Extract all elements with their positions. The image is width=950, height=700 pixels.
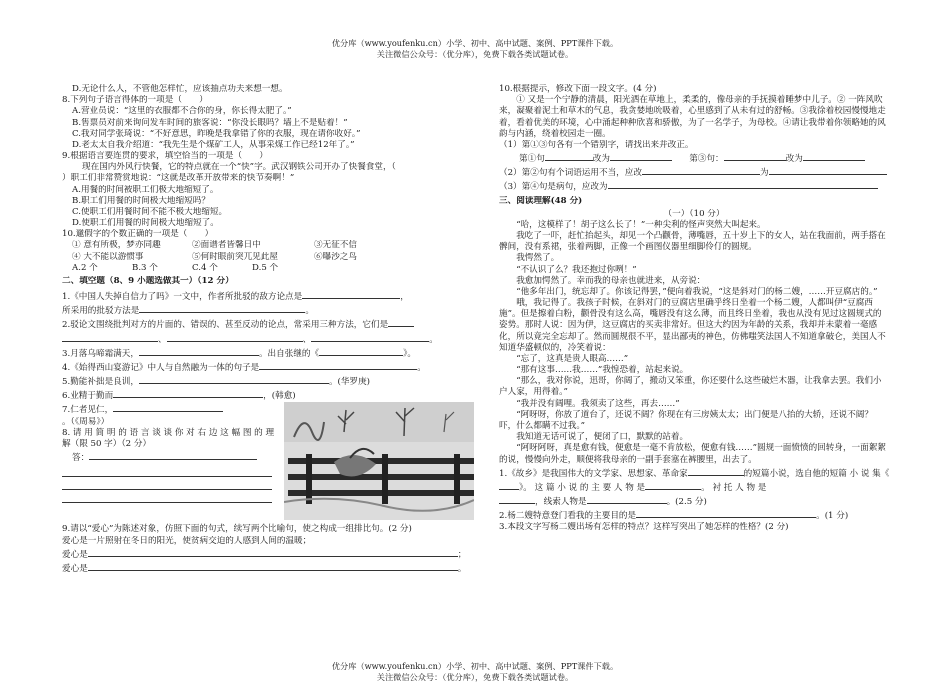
q9-option-a: A.用餐的时间被职工们极大地缩短了。 xyxy=(72,184,219,195)
fill-5-text: 5.勤能补拙是良训， xyxy=(62,377,139,388)
fill-9-example: 爱心是一片照射在冬日的阳光，使贫病交迫的人感到人间的温暖； xyxy=(62,535,312,546)
answer-blank[interactable] xyxy=(608,179,878,189)
reading-q2-text-b: 。(1 分) xyxy=(816,511,849,522)
fill-6-text: 6.业精于勤而 xyxy=(62,391,114,402)
page-header xyxy=(0,38,950,60)
reading-q2-text: 2.杨二嫂特意登门看我的主要目的是 xyxy=(499,511,637,522)
answer-blank[interactable] xyxy=(139,374,329,384)
fill-5-text-b: 。(华罗庚) xyxy=(328,377,371,388)
answer-blank[interactable] xyxy=(139,303,305,313)
answer-blank[interactable] xyxy=(319,346,403,356)
fill-7 xyxy=(62,402,282,416)
q8-option-b: B.售票员对前来询问发车时间的旅客说：“你没长眼吗？墙上不是贴着！” xyxy=(72,117,348,128)
rq10-sub-2-text-b: 为 xyxy=(759,168,769,179)
answer-blank[interactable] xyxy=(636,508,816,518)
fill-2-separator: 、 xyxy=(158,334,167,345)
q10-item: ④ 大不能以游惯事 xyxy=(72,251,144,262)
fill-8-answer-text: 答： xyxy=(72,453,90,464)
illustration-image xyxy=(284,402,474,520)
answer-blank[interactable] xyxy=(642,165,760,175)
answer-blank[interactable] xyxy=(139,346,259,356)
answer-blank[interactable] xyxy=(62,332,158,342)
reading-q1-line-1 xyxy=(499,466,889,480)
answer-blank[interactable] xyxy=(688,466,744,476)
reading-q1-text-f: 。(2.5 分) xyxy=(666,497,707,508)
passage-paragraph: “阿呀阿呀，真是愈有钱，便愈是一毫不肯放松，便愈有钱……”圆规一面愤愤的回转身，一面絮絮的说，慢慢向外走，顺便将我母亲的一副手套塞在裤腰里，出去了。 xyxy=(499,443,886,465)
right-column xyxy=(499,84,889,534)
fill-2-text: 2.驳论文围绕批判对方的片面的、错误的、甚至反动的论点，常采用三种方法，它们是 xyxy=(62,320,389,331)
answer-line[interactable] xyxy=(62,477,272,490)
q10-row-2 xyxy=(62,252,474,263)
rq10-sub-1: （1）第①③句各有一个错别字，请找出来并改正。 xyxy=(499,139,694,150)
fill-7-8-text xyxy=(62,402,282,503)
fill-6-text-b: ，(韩愈) xyxy=(263,391,296,402)
fill-1-text: 1.《中国人失掉自信力了吗》一文中，作者所批驳的敌方论点是 xyxy=(62,292,303,303)
answer-blank[interactable] xyxy=(610,151,672,161)
passage-paragraph: 我知道无话可说了，便闭了口，默默的站着。 xyxy=(516,432,689,443)
rq10-label: 改为 xyxy=(785,154,803,165)
fill-2-line-2: 、 、 。 xyxy=(62,332,474,346)
answer-blank[interactable] xyxy=(499,480,519,490)
passage-paragraph: “他多年出门，统忘却了。你该记得罢，”便向着我说，“这是斜对门的杨二嫂，……开豆腐店的。” xyxy=(516,286,878,297)
reading-passage xyxy=(499,220,889,466)
reading-q1-text: 1.《故乡》是我国伟大的文学家、思想家、革命家 xyxy=(499,468,688,479)
fill-4-text: 4.《始得西山宴游记》中人与自然融为一体的句子是 xyxy=(62,362,260,373)
rq10-label: 第③句： xyxy=(689,154,724,165)
answer-blank[interactable] xyxy=(259,360,417,370)
reading-q3: 3.本段文字写杨二嫂出场有怎样的特点？这样写突出了她怎样的性格？(2 分) xyxy=(499,522,789,533)
fill-7-8-block xyxy=(62,402,474,520)
fill-6 xyxy=(62,388,474,402)
fill-1-line-1: 1.《中国人失掉自信力了吗》一文中，作者所批驳的敌方论点是 ， xyxy=(62,289,474,303)
answer-blank[interactable] xyxy=(499,494,535,504)
fill-1-line-2: 所采用的批驳方法是 。 xyxy=(62,303,474,317)
answer-blank[interactable] xyxy=(645,480,701,490)
reading-q1-text-d: 。 衬 托 人 物 是 xyxy=(701,482,767,493)
fill-9-line-2: 爱心是 。 xyxy=(62,561,474,575)
answer-blank[interactable] xyxy=(88,561,458,571)
passage-paragraph: 我吃了一吓，赶忙抬起头，却见一个凸颧骨，薄嘴唇，五十岁上下的女人，站在我面前，两手搭在髀间，没有系裙，张着两脚，正像一个画图仪器里细脚伶仃的圆规。 xyxy=(499,231,886,253)
fill-3-text: 3.月落乌啼霜满天， xyxy=(62,348,139,359)
footer-line-2: 关注微信公众号：（优分库），免费下载各类试题试卷。 xyxy=(376,672,574,682)
q9-option-d: D.使职工们用餐的时间极大地缩短了。 xyxy=(72,218,219,229)
answer-line[interactable] xyxy=(62,464,272,477)
q10-item: ③无征不信 xyxy=(314,240,357,251)
fill-2-line-1 xyxy=(62,317,474,331)
q8-option-a: A.营业员说：“这里的衣服都不合你的身，你长得太肥了。” xyxy=(72,106,292,117)
q10-option-d: D.5 个 xyxy=(252,262,279,273)
section-3-title: 三、阅读理解(48 分) xyxy=(499,195,583,206)
page-footer xyxy=(0,661,950,683)
reading-q1-line-3 xyxy=(499,494,889,508)
passage-paragraph: 哦，我记得了。我孩子时候，在斜对门的豆腐店里确乎终日坐着一个杨二嫂，人都叫伊“豆腐西施”。但是擦着白粉，颧骨没有这么高，嘴唇没有这么薄，而且终日坐着，我也从没有见过这圆规式的姿势。那时人说：因为伊，这豆腐店的买卖非常好。但这大约因为年龄的关系，我却并未蒙着一毫感化，所以竟完全忘却了。然而圆规很不平，显出鄙夷的神色，仿佛嗤笑法国人不知道拿破仑，美国人不知道华盛顿似的，冷笑着说： xyxy=(499,298,886,353)
q9-stem: 9.根据语言要连贯的要求，填空恰当的一项是（ ） xyxy=(62,151,268,162)
passage-paragraph: “不认识了么？我还抱过你咧！” xyxy=(516,264,637,275)
rq10-sub-3 xyxy=(499,179,889,193)
fill-4: 4.《始得西山宴游记》中人与自然融为一体的句子是 。 xyxy=(62,360,474,374)
passage-paragraph: “阿呀呀，你放了道台了，还说不阔？你现在有三房姨太太；出门便是八抬的大轿，还说不阔？吓，什么都瞒不过我。” xyxy=(499,409,873,431)
q9-option-b: B.职工们用餐的时间极大地缩短吗？ xyxy=(72,195,210,206)
fill-8-answer-label xyxy=(62,450,282,464)
answer-blank[interactable] xyxy=(113,402,223,412)
q8-option-c: C.我对同学张琦说：“不好意思，昨晚是我拿错了你的衣服，现在请你收好。” xyxy=(72,128,361,139)
answer-blank[interactable] xyxy=(89,450,257,460)
reading-q2 xyxy=(499,508,889,522)
passage-title: （一）（10 分） xyxy=(663,208,725,219)
fill-9-label: 爱心是 xyxy=(62,563,88,574)
q10-item: ⑤何时眼前突兀见此屋 xyxy=(192,251,278,262)
header-line-2: 关注微信公众号：（优分库），免费下载各类试题试卷。 xyxy=(376,49,574,59)
fill-7-text: 7.仁者见仁， xyxy=(62,405,114,416)
section-2-title: 二、填空题（8、9 小题选做其一）（12 分） xyxy=(62,275,234,286)
q9-text-2: ）职工们非常赞赏地说：“这就是改革开放带来的快节奏啊！” xyxy=(62,173,295,184)
passage-paragraph: 我愈加愕然了。幸而我的母亲也就进来，从旁说： xyxy=(516,275,706,286)
answer-blank[interactable] xyxy=(545,151,593,161)
passage-paragraph: “那么，我对你说，迅哥，你阔了，搬动又笨重，你还要什么这些破烂木器，让我拿去罢。我们小户人家，用得着。” xyxy=(499,376,882,398)
rq10-sub-2-text: （2）第②句有个词语运用不当，应改 xyxy=(499,168,642,179)
rq10-stem: 10.根据提示，修改下面一段文字。(4 分) xyxy=(499,84,657,94)
passage-paragraph: “我并没有阔哩。我须卖了这些，再去……” xyxy=(516,398,680,409)
passage-paragraph: “那有这事……我……”我惶恐着，站起来说。 xyxy=(516,365,689,376)
fill-5 xyxy=(62,374,474,388)
q7-option-d: D.无论什么人，不管他怎样忙，应该抽点功夫来想一想。 xyxy=(72,84,288,94)
passage-paragraph: “忘了，这真是贵人眼高……” xyxy=(516,353,629,364)
fill-2-separator: 、 xyxy=(302,334,312,345)
fill-9-line-1: 爱心是 ； xyxy=(62,547,474,561)
passage-paragraph: 我愕然了。 xyxy=(516,253,560,264)
answer-blank[interactable] xyxy=(587,494,667,504)
reading-q1-text-e: ，线索人物是 xyxy=(535,497,587,508)
rq10-sub-2 xyxy=(499,165,889,179)
fill-7-source: 。（《周易》） xyxy=(62,416,110,427)
answer-blank[interactable] xyxy=(113,388,263,398)
q9-option-c: C.使职工们用餐时间不能不极大地缩短。 xyxy=(72,206,228,217)
q10-row-1 xyxy=(62,240,474,251)
fill-3-text-c: 》。 xyxy=(403,348,417,359)
reading-q1-line-2 xyxy=(499,480,889,494)
q9-text-1: 现在国内外风行快餐，它的特点就在一个“快”字。武汉钢铁公司开办了快餐食堂，（ xyxy=(82,162,396,173)
reading-q1-text-c: 》。 这 篇 小 说 的 主 要 人 物 是 xyxy=(519,482,646,493)
answer-blank[interactable] xyxy=(803,151,865,161)
header-line-1: 优分库（www.youfenku.cn）小学、初中、高中试题、案例、PPT课件下载。 xyxy=(331,38,619,48)
answer-blank[interactable] xyxy=(167,332,303,342)
illustration-graphic xyxy=(284,402,474,520)
answer-blank[interactable] xyxy=(724,151,786,161)
q10-item: ②面谱者皆馨日中 xyxy=(192,240,261,251)
answer-blank[interactable] xyxy=(302,289,400,299)
rq10-label: 改为 xyxy=(592,154,610,165)
footer-line-1: 优分库（www.youfenku.cn）小学、初中、高中试题、案例、PPT课件下载。 xyxy=(331,661,619,671)
q8-stem: 8.下列句子语言得体的一项是（ ） xyxy=(62,95,208,106)
q10-stem: 10.邋假字的个数正确的一项是（ ） xyxy=(62,229,214,240)
q10-option-a: A.2 个 xyxy=(72,262,98,273)
rq10-text: ① 又是一个宁静的清晨，阳光洒在草地上，柔柔的，像母亲的手抚摸着睡梦中儿子。② 一阵风吹来，凝聚着泥土和草木的气息，我贪婪地吮吸着，心里感到了从未有过的舒畅。③我徐着校园慢慢地走着，看着优美的环境，心中涌起种种欣喜和骄傲，为了一名学子，为母校。④请让我带着你领略她的风韵与内涵，绕着校园走一圈。 xyxy=(499,95,886,139)
q10-item: ① 意有所极，梦亦同趣 xyxy=(72,240,161,251)
fill-8-prompt: 8. 请 用 简 明 的 语 言 谈 谈 你 对 右 边 这 幅 图 的 理 解（限 50 字）（2 分） xyxy=(62,427,275,449)
answer-blank[interactable] xyxy=(311,332,429,342)
passage-paragraph: “哈，这模样了！胡子这么长了！”一种尖利的怪声突然大叫起来。 xyxy=(516,219,766,230)
fill-3-text-b: 。出自张继的《 xyxy=(258,348,320,359)
fill-3 xyxy=(62,346,474,360)
rq10-sub-1-answers xyxy=(499,151,889,165)
rq10-label: 第①句 xyxy=(519,154,545,165)
fill-9-label: 爱心是 xyxy=(62,549,88,560)
answer-blank[interactable] xyxy=(388,317,414,327)
left-column xyxy=(62,84,474,575)
rq10-sub-3-text: （3）第④句是病句，应改为 xyxy=(499,182,608,193)
answer-line[interactable] xyxy=(62,490,272,503)
fill-1-text-b: 所采用的批驳方法是 xyxy=(62,306,140,317)
fill-9-prompt: 9.请以“爱心”为陈述对象，仿照下面的句式，续写两个比喻句，使之构成一组排比句。(2 分) xyxy=(62,524,412,535)
q8-option-d: D.老太太自我介绍道：“我先生是个煤矿工人，从事采煤工作已经12年了。” xyxy=(72,139,355,150)
q10-option-c: C.4 个 xyxy=(192,262,218,273)
reading-q1-text-b: 的短篇小说，选自他的短篇 小 说 集《 xyxy=(743,468,889,479)
q10-options xyxy=(62,263,474,274)
q10-item: ⑥曝沙之鸟 xyxy=(314,251,357,262)
q10-option-b: B.3 个 xyxy=(132,262,158,273)
answer-blank[interactable] xyxy=(769,165,887,175)
answer-blank[interactable] xyxy=(88,547,458,557)
